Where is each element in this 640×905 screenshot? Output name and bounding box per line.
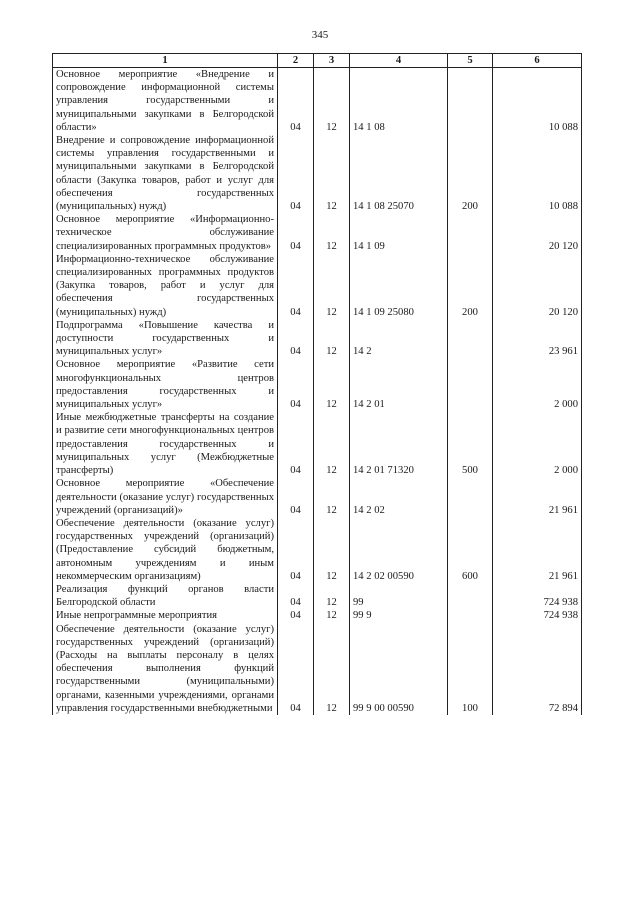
row-subsection-cell: 12 (314, 609, 350, 622)
column-header: 6 (493, 54, 582, 68)
table-row (53, 411, 582, 477)
row-amount-cell: 20 120 (493, 213, 582, 253)
row-amount-cell: 72 894 (493, 623, 582, 715)
row-subsection-cell: 12 (314, 411, 350, 477)
table-row (53, 358, 582, 411)
column-header: 3 (314, 54, 350, 68)
table-row (53, 134, 582, 213)
row-section-cell: 04 (278, 134, 314, 213)
row-subsection-cell: 12 (314, 253, 350, 319)
row-section-cell: 04 (278, 319, 314, 359)
row-expense-type-cell (448, 358, 493, 411)
row-section-cell: 04 (278, 477, 314, 517)
table-row (53, 68, 582, 135)
column-header: 1 (53, 54, 278, 68)
column-header: 2 (278, 54, 314, 68)
row-section-cell: 04 (278, 623, 314, 715)
row-name-cell: Информационно-техническое обслуживание специализированных программных продуктов (Закупка товаров, работ и услуг для обеспечения государственных (муниципальных) нужд) (53, 253, 278, 319)
row-target-code-cell: 99 (350, 583, 448, 609)
row-name-cell: Реализация функций органов власти Белгородской области (53, 583, 278, 609)
column-header: 5 (448, 54, 493, 68)
row-target-code-cell: 14 1 09 25080 (350, 253, 448, 319)
row-target-code-cell: 14 2 02 (350, 477, 448, 517)
page-number: 345 (311, 29, 329, 41)
row-target-code-cell: 14 2 (350, 319, 448, 359)
row-amount-cell: 2 000 (493, 411, 582, 477)
row-section-cell: 04 (278, 358, 314, 411)
row-target-code-cell: 99 9 (350, 609, 448, 622)
row-target-code-cell: 99 9 00 00590 (350, 623, 448, 715)
row-amount-cell: 10 088 (493, 68, 582, 135)
row-target-code-cell: 14 2 02 00590 (350, 517, 448, 583)
row-subsection-cell: 12 (314, 477, 350, 517)
row-name-cell: Основное мероприятие «Внедрение и сопровождение информационной системы управления государственными и муниципальными закупками в Белгородской области» (53, 68, 278, 135)
table-row (53, 319, 582, 359)
column-header: 4 (350, 54, 448, 68)
row-amount-cell: 724 938 (493, 583, 582, 609)
budget-table (52, 53, 582, 715)
row-section-cell: 04 (278, 253, 314, 319)
row-name-cell: Внедрение и сопровождение информационной системы управления государственными и муниципальными закупками в Белгородской области (Закупка товаров, работ и услуг для обеспечения государственных (муниципальных) нужд) (53, 134, 278, 213)
row-expense-type-cell: 200 (448, 253, 493, 319)
table-row (53, 623, 582, 715)
table-row (53, 477, 582, 517)
row-section-cell: 04 (278, 213, 314, 253)
row-section-cell: 04 (278, 517, 314, 583)
row-amount-cell: 21 961 (493, 517, 582, 583)
row-expense-type-cell (448, 477, 493, 517)
table-row (53, 609, 582, 622)
row-subsection-cell: 12 (314, 583, 350, 609)
row-amount-cell: 20 120 (493, 253, 582, 319)
row-target-code-cell: 14 2 01 (350, 358, 448, 411)
row-name-cell: Основное мероприятие «Развитие сети многофункциональных центров предоставления государственных и муниципальных услуг» (53, 358, 278, 411)
row-target-code-cell: 14 1 08 (350, 68, 448, 135)
table-row (53, 213, 582, 253)
table-row (53, 583, 582, 609)
row-name-cell: Подпрограмма «Повышение качества и доступности государственных и муниципальных услуг» (53, 319, 278, 359)
table-row (53, 253, 582, 319)
row-expense-type-cell (448, 583, 493, 609)
row-subsection-cell: 12 (314, 358, 350, 411)
row-expense-type-cell (448, 213, 493, 253)
row-section-cell: 04 (278, 68, 314, 135)
row-amount-cell: 10 088 (493, 134, 582, 213)
row-amount-cell: 2 000 (493, 358, 582, 411)
table-header-row (53, 54, 582, 68)
row-amount-cell: 724 938 (493, 609, 582, 622)
row-name-cell: Основное мероприятие «Обеспечение деятельности (оказание услуг) государственных учреждений (организаций)» (53, 477, 278, 517)
row-subsection-cell: 12 (314, 319, 350, 359)
row-section-cell: 04 (278, 583, 314, 609)
row-target-code-cell: 14 2 01 71320 (350, 411, 448, 477)
row-subsection-cell: 12 (314, 623, 350, 715)
row-target-code-cell: 14 1 09 (350, 213, 448, 253)
row-subsection-cell: 12 (314, 517, 350, 583)
row-subsection-cell: 12 (314, 213, 350, 253)
row-subsection-cell: 12 (314, 68, 350, 135)
row-expense-type-cell: 600 (448, 517, 493, 583)
row-expense-type-cell: 200 (448, 134, 493, 213)
row-expense-type-cell (448, 319, 493, 359)
row-section-cell: 04 (278, 609, 314, 622)
row-name-cell: Обеспечение деятельности (оказание услуг) государственных учреждений (организаций) (Расходы на выплаты персоналу в целях обеспечения выполнения функций государственными (муниципальными) органами, казенными учреждениями, органами управления государственными внебюджетными (53, 623, 278, 715)
row-expense-type-cell: 500 (448, 411, 493, 477)
row-amount-cell: 21 961 (493, 477, 582, 517)
row-section-cell: 04 (278, 411, 314, 477)
table-row (53, 517, 582, 583)
row-expense-type-cell: 100 (448, 623, 493, 715)
row-expense-type-cell (448, 68, 493, 135)
row-amount-cell: 23 961 (493, 319, 582, 359)
row-name-cell: Основное мероприятие «Информационно-техническое обслуживание специализированных программных продуктов» (53, 213, 278, 253)
row-name-cell: Иные непрограммные мероприятия (53, 609, 278, 622)
row-target-code-cell: 14 1 08 25070 (350, 134, 448, 213)
row-name-cell: Иные межбюджетные трансферты на создание и развитие сети многофункциональных центров предоставления государственных и муниципальных услуг (Межбюджетные трансферты) (53, 411, 278, 477)
row-expense-type-cell (448, 609, 493, 622)
row-name-cell: Обеспечение деятельности (оказание услуг) государственных учреждений (организаций) (Предоставление субсидий бюджетным, автономным учреждениям и иным некоммерческим организациям) (53, 517, 278, 583)
row-subsection-cell: 12 (314, 134, 350, 213)
